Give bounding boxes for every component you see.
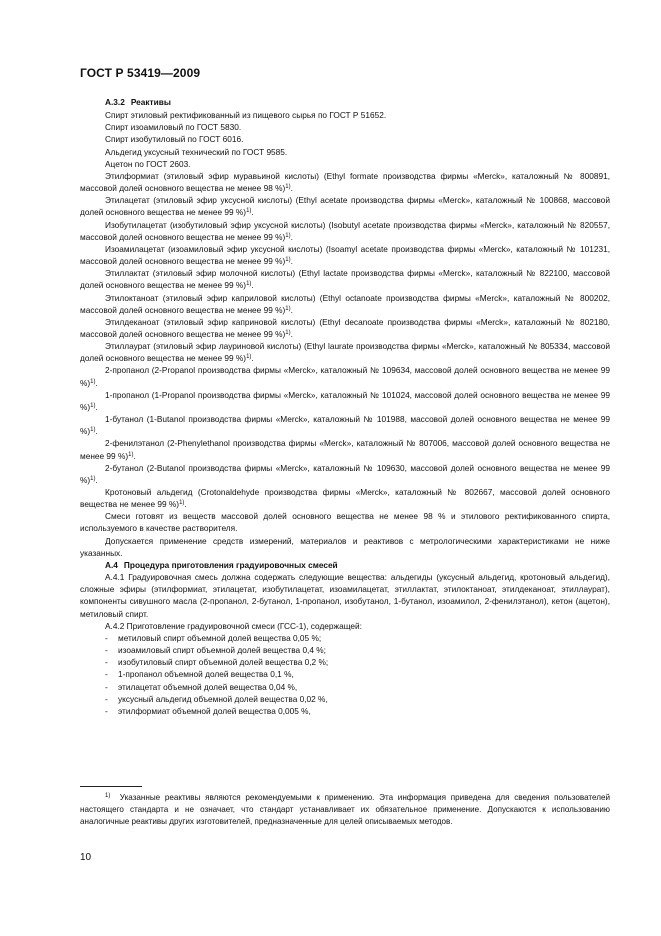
list-dash: - xyxy=(105,669,108,680)
reagent-text: 2-фенилэтанол (2-Phenylethanol производства фирмы «Merck», каталожный № 807006, массовой долей основного вещества не менее 99 %) xyxy=(80,438,610,461)
reagent-text: Этилоктаноат (этиловый эфир каприловой кислоты) (Ethyl octanoate производства фирмы «Merck», каталожный № 800202, массовой долей основного вещества не менее 99 %) xyxy=(80,292,610,315)
sentence-end: . xyxy=(290,328,293,339)
reagents-list xyxy=(80,109,610,559)
sentence-end: . xyxy=(290,183,293,194)
reagent-text: Этилформиат (этиловый эфир муравьиной кислоты) (Ethyl formate производства фирмы «Merck», каталожный № 800891, массовой долей основного вещества не менее 98 %) xyxy=(80,170,610,194)
reagent-text: Смеси готовят из веществ массовой долей основного вещества не менее 98 % и этилового ректификованного спирта, используемого в качестве растворителя. xyxy=(80,511,610,534)
list-dash: - xyxy=(105,681,108,692)
list-item-text: уксусный альдегид объемной долей вещества 0,02 %, xyxy=(118,693,328,704)
reagent-text: 2-бутанол (2-Butanol производства фирмы «Merck», каталожный № 109630, массовой долей основного вещества не менее 99 %) xyxy=(80,462,610,485)
reagent-paragraph xyxy=(80,389,610,413)
section-heading-a4 xyxy=(80,559,610,571)
paragraph-a42: А.4.2 Приготовление градуировочной смеси (ГСС-1), содержащей: xyxy=(105,620,362,631)
reagent-paragraph xyxy=(80,219,610,243)
list-item xyxy=(80,705,610,717)
footnote-reference: 1) xyxy=(128,451,134,458)
reagent-paragraph xyxy=(80,267,610,291)
sentence-end: . xyxy=(95,426,98,437)
footnote-reference: 1) xyxy=(285,257,291,264)
reagent-paragraph xyxy=(80,133,610,145)
sentence-end: . xyxy=(95,474,98,485)
sentence-end: . xyxy=(290,304,293,315)
footnote-reference: 1) xyxy=(285,184,291,191)
footnote-reference: 1) xyxy=(90,378,96,385)
list-dash: - xyxy=(105,693,108,704)
reagent-text: Этилацетат (этиловый эфир уксусной кислоты) (Ethyl acetate производства фирмы «Merck», каталожный № 100868, массовой долей основного вещества не менее 99 %) xyxy=(80,195,610,218)
reagent-paragraph xyxy=(80,462,610,486)
reagent-paragraph xyxy=(80,243,610,267)
list-item xyxy=(80,644,610,656)
footnote-reference: 1) xyxy=(246,354,252,361)
reagent-text: Ацетон по ГОСТ 2603. xyxy=(105,158,191,169)
page-number: 10 xyxy=(80,852,92,863)
reagent-paragraph xyxy=(80,170,610,194)
sentence-end: . xyxy=(95,377,98,388)
reagent-paragraph xyxy=(80,364,610,388)
reagent-text: Спирт этиловый ректификованный из пищевого сырья по ГОСТ Р 51652. xyxy=(105,110,387,121)
sentence-end: . xyxy=(251,280,254,291)
footnote-reference: 1) xyxy=(179,500,185,507)
footnote-reference: 1) xyxy=(285,232,291,239)
reagent-paragraph xyxy=(80,316,610,340)
sentence-end: . xyxy=(95,401,98,412)
reagent-text: Этиллаурат (этиловый эфир лауриновой кислоты) (Ethyl laurate производства фирмы «Merck», каталожный № 805334, массовой долей основного вещества не менее 99 %) xyxy=(80,341,610,364)
list-item-text: этилформиат объемной долей вещества 0,005 %, xyxy=(118,705,311,716)
reagent-paragraph xyxy=(80,340,610,364)
sentence-end: . xyxy=(184,499,187,510)
reagent-paragraph xyxy=(80,510,610,534)
footnote-reference: 1) xyxy=(90,402,96,409)
reagent-text: Изобутилацетат (изобутиловый эфир уксусной кислоты) (Isobutyl acetate производства фирмы «Merck», каталожный № 820557, массовой долей основного вещества не менее 99 %) xyxy=(80,219,610,242)
reagent-text: Допускается применение средств измерений, материалов и реактивов с метрологическими характеристиками не ниже указанных. xyxy=(80,535,610,558)
section-title: Реактивы xyxy=(130,97,171,107)
list-item xyxy=(80,632,610,644)
footnote xyxy=(80,792,610,829)
footnote-marker: 1) xyxy=(105,793,111,799)
reagent-paragraph xyxy=(80,146,610,158)
footnote-divider xyxy=(80,786,142,787)
reagent-text: Этилдеканоат (этиловый эфир каприновой кислоты) (Ethyl decanoate производства фирмы «Merck», каталожный № 802180, массовой долей основного вещества не менее 99 %) xyxy=(80,316,610,339)
list-item xyxy=(80,656,610,668)
reagent-text: Спирт изобутиловый по ГОСТ 6016. xyxy=(105,134,244,145)
list-dash: - xyxy=(105,645,108,656)
sentence-end: . xyxy=(290,256,293,267)
list-dash: - xyxy=(105,705,108,716)
footnote-text: Указанные реактивы являются рекомендуемыми к применению. Эта информация приведена для сведения пользователей настоящего стандарта и не означает, что стандарт устанавливает их обязательное применение. Допускаются к использованию аналогичные реактивы других изготовителей, предназначенные для целей описываемых методов. xyxy=(80,793,610,827)
paragraph-a41: А.4.1 Градуировочная смесь должна содержать следующие вещества: альдегиды (уксусный альдегид, кротоновый альдегид), сложные эфиры (этилформиат, этилацетат, изобутилацетат, изоамилацетат, этиллактат, этилоктаноат, этилдеканоат, этиллаурат), компоненты сивушного масла (2-пропанол, 2-бутанол, 1-пропанол, изобутанол, 1-бутанол, изоамилол, 2-фенилэтанол), кетон (ацетон), метиловый спирт. xyxy=(80,572,610,619)
list-item xyxy=(80,668,610,680)
reagent-text: Изоамилацетат (изоамиловый эфир уксусной кислоты) (Isoamyl acetate производства фирмы «Merck», каталожный № 101231, массовой долей основного вещества не менее 99 %) xyxy=(80,243,610,267)
gss1-composition-list xyxy=(80,632,610,717)
list-item-text: изоамиловый спирт объемной долей вещества 0,4 %; xyxy=(118,645,326,656)
list-item-text: этилацетат объемной долей вещества 0,04 %, xyxy=(118,681,298,692)
list-item xyxy=(80,681,610,693)
list-dash: - xyxy=(105,657,108,668)
footnote-reference: 1) xyxy=(246,208,252,215)
footnote-reference: 1) xyxy=(285,329,291,336)
list-item-text: 1-пропанол объемной долей вещества 0,1 %, xyxy=(118,669,294,680)
list-item-text: метиловый спирт объемной долей вещества 0,05 %; xyxy=(118,632,322,643)
reagent-text: Кротоновый альдегид (Crotonaldehyde производства фирмы «Merck», каталожный № 802667, массовой долей основного вещества не менее 99 %) xyxy=(80,487,610,510)
reagent-text: 1-пропанол (1-Propanol производства фирмы «Merck», каталожный № 101024, массовой долей основного вещества не менее 99 %) xyxy=(80,389,610,412)
list-item-text: изобутиловый спирт объемной долей вещества 0,2 %; xyxy=(118,657,329,668)
reagent-text: Этиллактат (этиловый эфир молочной кислоты) (Ethyl lactate производства фирмы «Merck», каталожный № 822100, массовой долей основного вещества не менее 99 %) xyxy=(80,268,610,291)
section-heading-a32 xyxy=(80,96,610,108)
sentence-end: . xyxy=(251,353,254,364)
reagent-text: Альдегид уксусный технический по ГОСТ 9585. xyxy=(105,146,288,157)
reagent-paragraph xyxy=(80,413,610,437)
reagent-text: 1-бутанол (1-Butanol производства фирмы «Merck», каталожный № 101988, массовой долей основного вещества не менее 99 %) xyxy=(80,414,610,437)
list-item xyxy=(80,693,610,705)
reagent-paragraph xyxy=(80,535,610,559)
section-number: А.3.2 xyxy=(105,97,125,107)
reagent-text: Спирт изоамиловый по ГОСТ 5830. xyxy=(105,122,242,133)
section-title: Процедура приготовления градуировочных смесей xyxy=(123,559,338,570)
footnote-reference: 1) xyxy=(285,305,291,312)
footnote-reference: 1) xyxy=(90,427,96,434)
document-body xyxy=(80,96,610,717)
reagent-paragraph xyxy=(80,158,610,170)
standard-header: ГОСТ Р 53419—2009 xyxy=(80,66,201,80)
reagent-paragraph xyxy=(80,292,610,316)
footnote-reference: 1) xyxy=(246,281,252,288)
reagent-paragraph xyxy=(80,437,610,461)
reagent-paragraph xyxy=(80,486,610,510)
section-number: А.4 xyxy=(105,559,118,570)
reagent-text: 2-пропанол (2-Propanol производства фирмы «Merck», каталожный № 109634, массовой долей основного вещества не менее 99 %) xyxy=(80,365,610,388)
sentence-end: . xyxy=(133,450,136,461)
sentence-end: . xyxy=(290,231,293,242)
sentence-end: . xyxy=(251,207,254,218)
reagent-paragraph xyxy=(80,194,610,218)
list-dash: - xyxy=(105,632,108,643)
footnote-reference: 1) xyxy=(90,475,96,482)
reagent-paragraph xyxy=(80,109,610,121)
reagent-paragraph xyxy=(80,121,610,133)
